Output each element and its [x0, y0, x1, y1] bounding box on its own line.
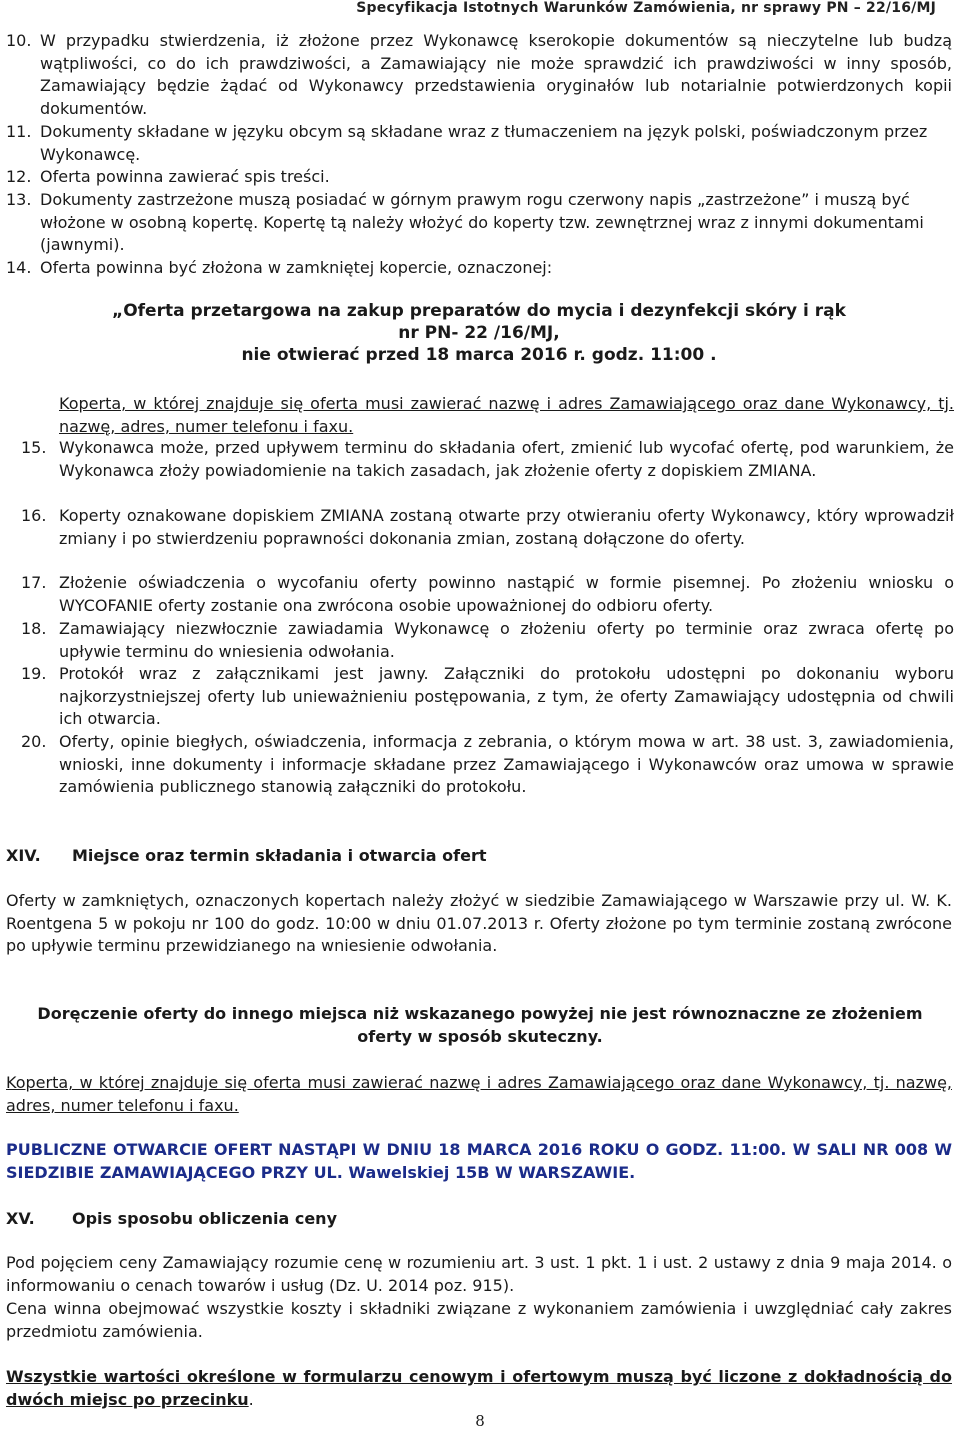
item-12-text: Oferta powinna zawierać spis treści. [40, 167, 330, 186]
item-number: 19. [21, 664, 47, 683]
envelope-line-2: nr PN- 22 /16/MJ, [398, 323, 560, 343]
envelope-line-1: „Oferta przetargowa na zakup preparatów do mycia i dezynfekcji skóry i rąk [112, 301, 846, 321]
item-number: 16. [21, 506, 47, 525]
section-xiv-title: Miejsce oraz termin składania i otwarcia ofert [72, 846, 487, 865]
item-13-text: Dokumenty zastrzeżone muszą posiadać w górnym prawym rogu czerwony napis „zastrzeżone” i muszą być włożone w osobną kopertę. Kopertę tą należy włożyć do koperty tzw. zewnętrznej wraz z innymi dokumentami (jawnymi). [40, 190, 924, 255]
section-xv-title: Opis sposobu obliczenia ceny [72, 1209, 337, 1228]
public-opening-notice: PUBLICZNE OTWARCIE OFERT NASTĄPI W DNIU 18 MARCA 2016 ROKU O GODZ. 11:00. W SALI NR 008 W SIEDZIBIE ZAMAWIAJĄCEGO PRZY UL. Wawelskiej 15B W WARSZAWIE. [6, 1140, 952, 1182]
final-period: . [248, 1389, 254, 1409]
section-xiv-paragraph: Oferty w zamkniętych, oznaczonych kopertach należy złożyć w siedzibie Zamawiającego w Warszawie przy ul. W. K. Roentgena 5 w pokoju nr 100 do godz. 10:00 w dniu 01.07.2013 r. Oferty złożone po tym terminie zostaną zwrócone po upływie terminu przewidzianego na wniesienie odwołania. [6, 891, 952, 956]
item-17-text: Złożenie oświadczenia o wycofaniu oferty powinno nastąpić w formie pisemnej. Po złożeniu wniosku o WYCOFANIE oferty zostanie ona zwrócona osobie upoważnionej do odbioru oferty. [59, 573, 954, 615]
item-18-text: Zamawiający niezwłocznie zawiadamia Wykonawcę o złożeniu oferty po terminie oraz zwraca ofertę po upływie terminu do wniesienia odwołania. [59, 619, 954, 661]
section-xv-number: XV. [6, 1209, 35, 1228]
item-number: 15. [21, 438, 47, 457]
item-19-text: Protokół wraz z załącznikami jest jawny. Załączniki do protokołu udostępni po dokonaniu wyboru najkorzystniejszej oferty lub unieważnieniu postępowania, z tym, że oferty Zamawiający udostępnia od chwili ich otwarcia. [59, 664, 954, 729]
page-number: 8 [475, 1412, 485, 1430]
item-number: 20. [21, 732, 47, 751]
section-xv-paragraph-2: Cena winna obejmować wszystkie koszty i składniki związane z wykonaniem zamówienia i uwzględniać cały zakres przedmiotu zamówienia. [6, 1299, 952, 1341]
section-xv-final-paragraph [6, 1366, 952, 1411]
item-14-text: Oferta powinna być złożona w zamkniętej kopercie, oznaczonej: [40, 258, 553, 277]
item-10-text: W przypadku stwierdzenia, iż złożone przez Wykonawcę kserokopie dokumentów są nieczytelne lub budzą wątpliwości, co do ich prawdziwości, a Zamawiający nie może sprawdzić ich prawdziwości w inny sposób, Zamawiający będzie żądać od Wykonawcy przedstawienia oryginałów lub notarialnie potwierdzonych kopii dokumentów. [40, 31, 952, 118]
item-16-text: Koperty oznakowane dopiskiem ZMIANA zostaną otwarte przy otwieraniu oferty Wykonawcy, który wprowadził zmiany i po stwierdzeniu poprawności dokonania zmian, zostaną dołączone do oferty. [59, 506, 954, 548]
item-number: 18. [21, 619, 47, 638]
section-xv-paragraph-1: Pod pojęciem ceny Zamawiający rozumie cenę w rozumieniu art. 3 ust. 1 pkt. 1 i ust. 2 ustawy z dnia 9 maja 2014. o informowaniu o cenach towarów i usług (Dz. U. 2014 poz. 915). [6, 1253, 952, 1295]
envelope-line-3: nie otwierać przed 18 marca 2016 r. godz. 11:00 . [241, 345, 717, 365]
document-header: Specyfikacja Istotnych Warunków Zamówienia, nr sprawy PN – 22/16/MJ [356, 0, 936, 16]
item-number: 10. [6, 31, 32, 50]
section-xiv-number: XIV. [6, 846, 41, 865]
item-number: 14. [6, 258, 32, 277]
item-11-text: Dokumenty składane w języku obcym są składane wraz z tłumaczeniem na język polski, poświadczonym przez Wykonawcę. [40, 122, 928, 164]
item-number: 17. [21, 573, 47, 592]
item-20-text: Oferty, opinie biegłych, oświadczenia, informacja z zebrania, o którym mowa w art. 38 ust. 3, zawiadomienia, wnioski, inne dokumenty i informacje składane przez Zamawiającego i Wykonawców oraz umowa w sprawie zamówienia publicznego stanowią załączniki do protokołu. [59, 732, 954, 797]
item-number: 13. [6, 190, 32, 209]
section-xiv-bold-paragraph: Doręczenie oferty do innego miejsca niż wskazanego powyżej nie jest równoznaczne ze złożeniem oferty w sposób skuteczny. [37, 1004, 923, 1046]
item-15-text: Wykonawca może, przed upływem terminu do składania ofert, zmienić lub wycofać ofertę, pod warunkiem, że Wykonawca złoży powiadomienie na takich zasadach, jak złożenie oferty z dopiskiem ZMIANA. [59, 438, 954, 480]
envelope-note: Koperta, w której znajduje się oferta musi zawierać nazwę i adres Zamawiającego oraz dane Wykonawcy, tj. nazwę, adres, numer telefonu i faxu. [59, 394, 954, 436]
section-xiv-envelope-note: Koperta, w której znajduje się oferta musi zawierać nazwę i adres Zamawiającego oraz dane Wykonawcy, tj. nazwę, adres, numer telefonu i faxu. [6, 1073, 952, 1115]
item-number: 12. [6, 167, 32, 186]
item-text [40, 30, 952, 120]
item-number: 11. [6, 122, 32, 141]
final-bold-text: Wszystkie wartości określone w formularzu cenowym i ofertowym muszą być liczone z dokładnością do dwóch miejsc po przecinku [6, 1367, 952, 1409]
